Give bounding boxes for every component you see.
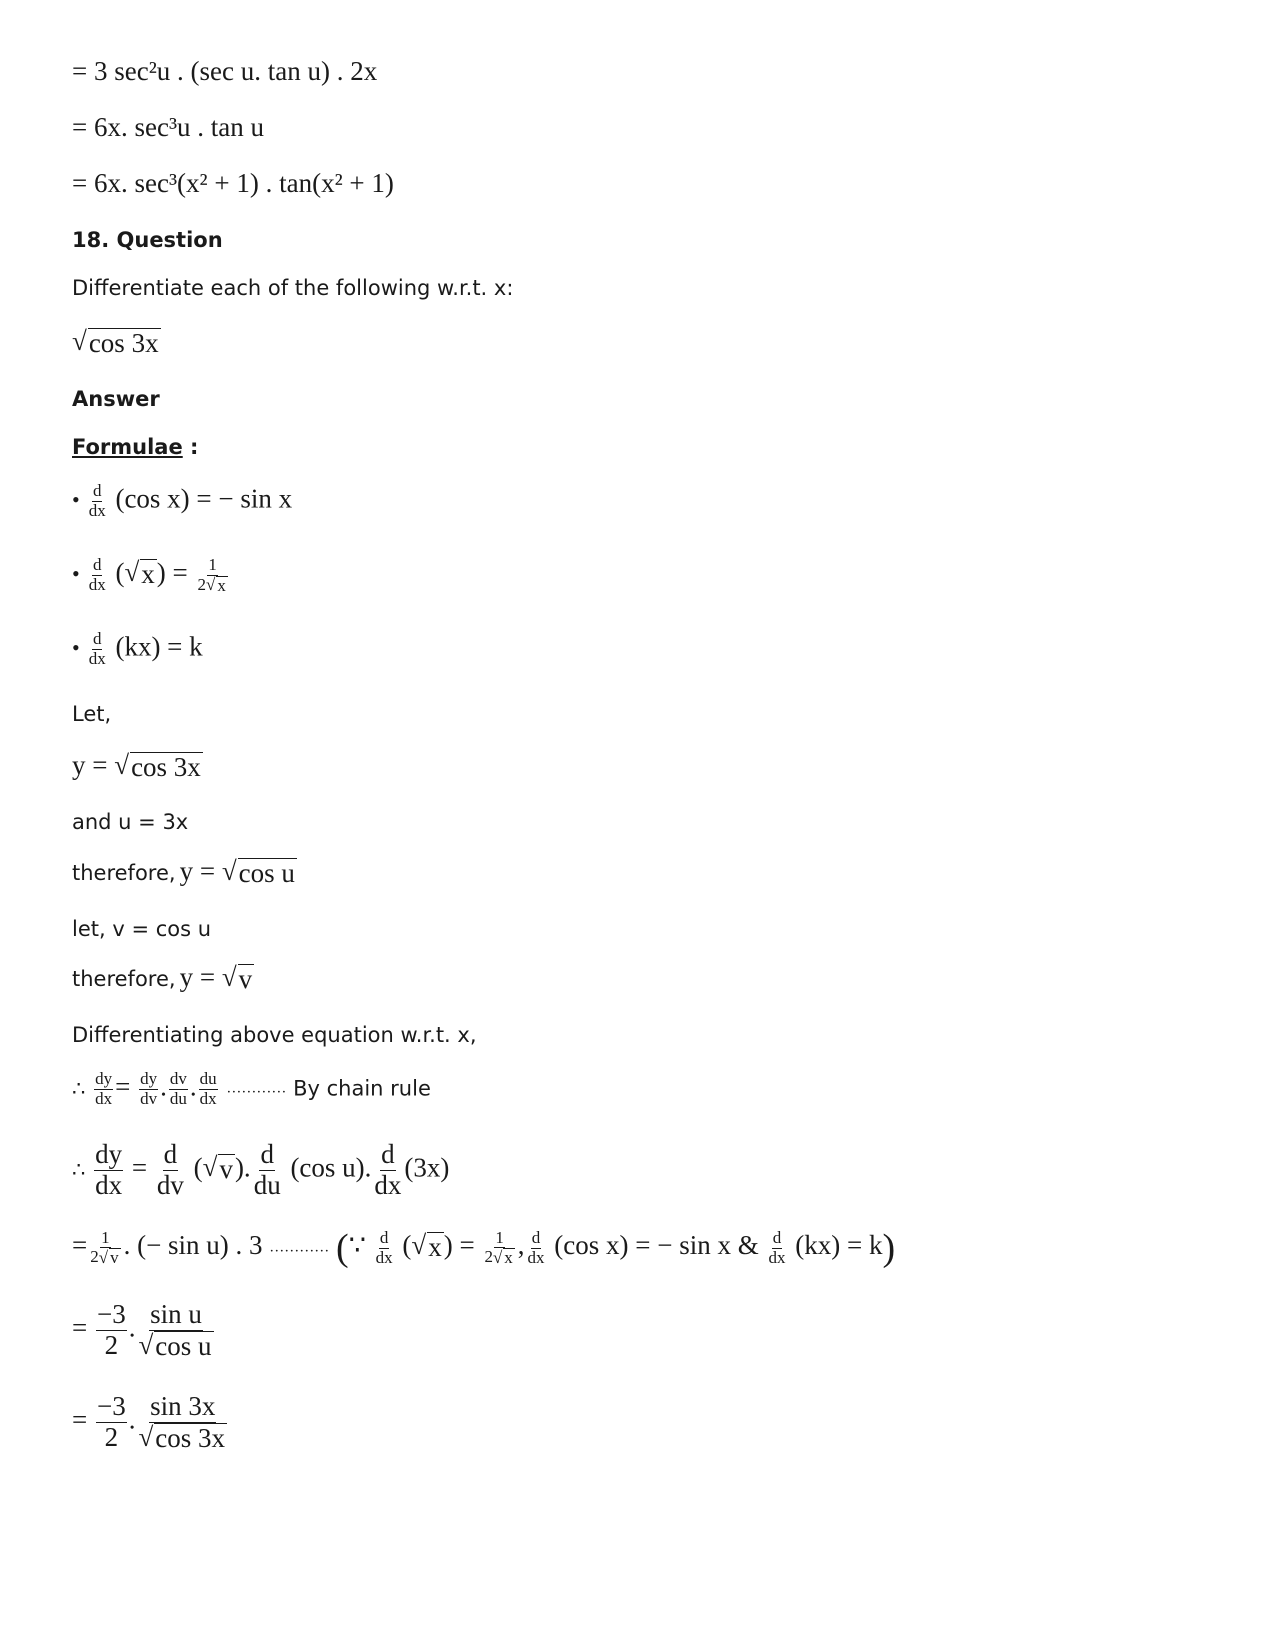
res2-num: −3	[96, 1391, 126, 1421]
differentiating-line: Differentiating above equation w.r.t. x,	[72, 1023, 477, 1047]
res1-arg: cos u	[155, 1331, 212, 1362]
therefore-label-1: therefore,	[72, 861, 176, 885]
formula-3-text: (kx) = k	[115, 631, 203, 662]
v-definition: let, v = cos u	[72, 917, 212, 941]
prev-eq-1: = 3 sec²u . (sec u. tan u) . 2x	[72, 56, 378, 86]
step-3x: (3x)	[404, 1152, 450, 1183]
result-in-u: = $\frac{-3}{2}$ . sin u √ cos u	[72, 1299, 212, 1362]
res1-num2: sin u	[150, 1299, 202, 1329]
formula-2-den-arg: x	[217, 575, 226, 595]
answer-heading: Answer	[72, 387, 160, 411]
formula-2-den-coef: 2	[197, 574, 206, 594]
chain-rule-note: By chain rule	[293, 1076, 431, 1101]
y-u-lhs: y =	[179, 856, 216, 886]
formula-derivative-cos: • $\frac{d}{dx}$ (cos x) = − sin x	[72, 481, 293, 520]
question-expression: √ cos 3x	[72, 326, 159, 358]
res2-num2: sin 3x	[150, 1391, 216, 1421]
formula-derivative-kx: • $\frac{d}{dx}$ (kx) = k	[72, 629, 203, 668]
y-u-arg: cos u	[238, 857, 295, 888]
result-in-x: = $\frac{-3}{2}$ . sin 3x √ cos 3x	[72, 1391, 226, 1454]
u-definition: and u = 3x	[72, 810, 189, 834]
y-def-arg: cos 3x	[131, 751, 201, 782]
res1-num: −3	[96, 1299, 126, 1329]
step-cos-u: (cos u).	[290, 1152, 372, 1183]
question-prompt: Differentiate each of the following w.r.t. x:	[72, 276, 514, 300]
y-in-terms-of-v: therefore, y = √ v	[72, 962, 253, 994]
reason-2: (kx) = k	[795, 1230, 883, 1261]
y-in-terms-of-u: therefore, y = √ cos u	[72, 856, 295, 888]
y-v-lhs: y =	[179, 962, 216, 992]
formulae-label: Formulae	[72, 435, 183, 459]
res2-arg: cos 3x	[155, 1423, 226, 1454]
formulae-heading	[72, 435, 198, 459]
y-definition: y = √ cos 3x	[72, 750, 201, 782]
res2-den: 2	[104, 1421, 119, 1452]
step-1-mid: . (− sin u) . 3	[123, 1230, 263, 1261]
substitution-step: = 1 2 √ v . (− sin u) . 3 ………… (∵ $\frac{d}{dx}$ ( √ x ) = 1 2 √ x , $\frac{d}{dx}$ (cos x) = − sin x & $\frac{d}{dx}$ (kx) = k)	[72, 1227, 896, 1269]
therefore-label-2: therefore,	[72, 967, 176, 991]
reason-1: (cos x) = − sin x &	[554, 1230, 759, 1261]
formula-2-num: 1	[208, 555, 217, 574]
chain-rule-line: ∴ $\frac{dy}{dx}$ = $\frac{dy}{dv}$ . $\frac{dv}{du}$ . $\frac{du}{dx}$ ………… By chain rule	[72, 1069, 431, 1108]
chain-rule-expanded: ∴ $\frac{dy}{dx}$ = $\frac{d}{dv}$ ( √ v ). $\frac{d}{du}$ (cos u). $\frac{d}{dx}$ (3x)	[72, 1139, 450, 1200]
formula-1-text: (cos x) = − sin x	[115, 483, 293, 514]
res1-den: 2	[104, 1329, 119, 1360]
y-v-arg: v	[238, 963, 253, 994]
question-heading: 18. Question	[72, 228, 223, 252]
y-def-lhs: y =	[72, 750, 108, 780]
question-expression-arg: cos 3x	[88, 327, 159, 358]
let-label: Let,	[72, 702, 112, 726]
formula-derivative-sqrt: • $\frac{d}{dx}$ ( √ x ) = 1 2 √ x	[72, 555, 226, 595]
prev-eq-2: = 6x. sec³u . tan u	[72, 112, 265, 142]
formulae-colon: :	[182, 435, 199, 459]
prev-eq-3: = 6x. sec³(x² + 1) . tan(x² + 1)	[72, 168, 394, 198]
